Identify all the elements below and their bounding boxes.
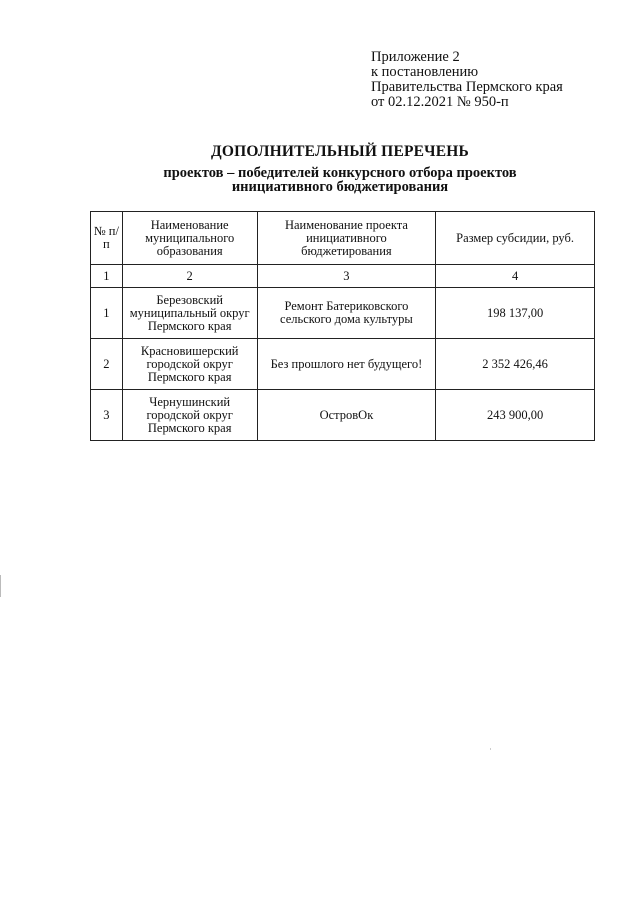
row-project: Без прошлого нет будущего! bbox=[257, 339, 435, 390]
table-header-row bbox=[91, 212, 595, 265]
row-subsidy: 198 137,00 bbox=[436, 288, 595, 339]
header-cell-subsidy: Размер субсидии, руб. bbox=[436, 212, 595, 265]
table-row bbox=[91, 339, 595, 390]
table-row bbox=[91, 288, 595, 339]
column-number: 4 bbox=[436, 265, 595, 288]
row-subsidy: 2 352 426,46 bbox=[436, 339, 595, 390]
document-subtitle bbox=[0, 166, 640, 194]
header-cell-municipality: Наименование муниципального образования bbox=[122, 212, 257, 265]
column-number: 2 bbox=[122, 265, 257, 288]
subtitle-line: инициативного бюджетирования bbox=[231, 179, 449, 195]
row-number: 1 bbox=[91, 288, 123, 339]
appendix-line: Правительства Пермского края bbox=[371, 79, 563, 95]
table-row bbox=[91, 390, 595, 441]
header-cell-number: № п/п bbox=[91, 212, 123, 265]
column-number: 3 bbox=[257, 265, 435, 288]
row-municipality: Березовский муниципальный округ Пермского края bbox=[122, 288, 257, 339]
row-project: Ремонт Батериковского сельского дома культуры bbox=[257, 288, 435, 339]
row-municipality: Чернушинский городской округ Пермского края bbox=[122, 390, 257, 441]
appendix-line: Приложение 2 bbox=[371, 49, 460, 65]
row-municipality: Красновишерский городской округ Пермского края bbox=[122, 339, 257, 390]
appendix-line: от 02.12.2021 № 950-п bbox=[371, 94, 509, 110]
row-project: ОстровОк bbox=[257, 390, 435, 441]
column-numbers-row bbox=[91, 265, 595, 288]
appendix-line: к постановлению bbox=[371, 64, 479, 80]
row-subsidy: 243 900,00 bbox=[436, 390, 595, 441]
subtitle-line: проектов – победителей конкурсного отбора проектов bbox=[163, 165, 517, 181]
projects-table bbox=[90, 211, 595, 441]
document-title: ДОПОЛНИТЕЛЬНЫЙ ПЕРЕЧЕНЬ bbox=[210, 143, 470, 160]
column-number: 1 bbox=[91, 265, 123, 288]
row-number: 3 bbox=[91, 390, 123, 441]
appendix-block bbox=[371, 50, 563, 110]
scan-speck bbox=[490, 748, 491, 750]
row-number: 2 bbox=[91, 339, 123, 390]
scan-edge-mark bbox=[0, 575, 1, 597]
header-cell-project: Наименование проекта инициативного бюджетирования bbox=[257, 212, 435, 265]
